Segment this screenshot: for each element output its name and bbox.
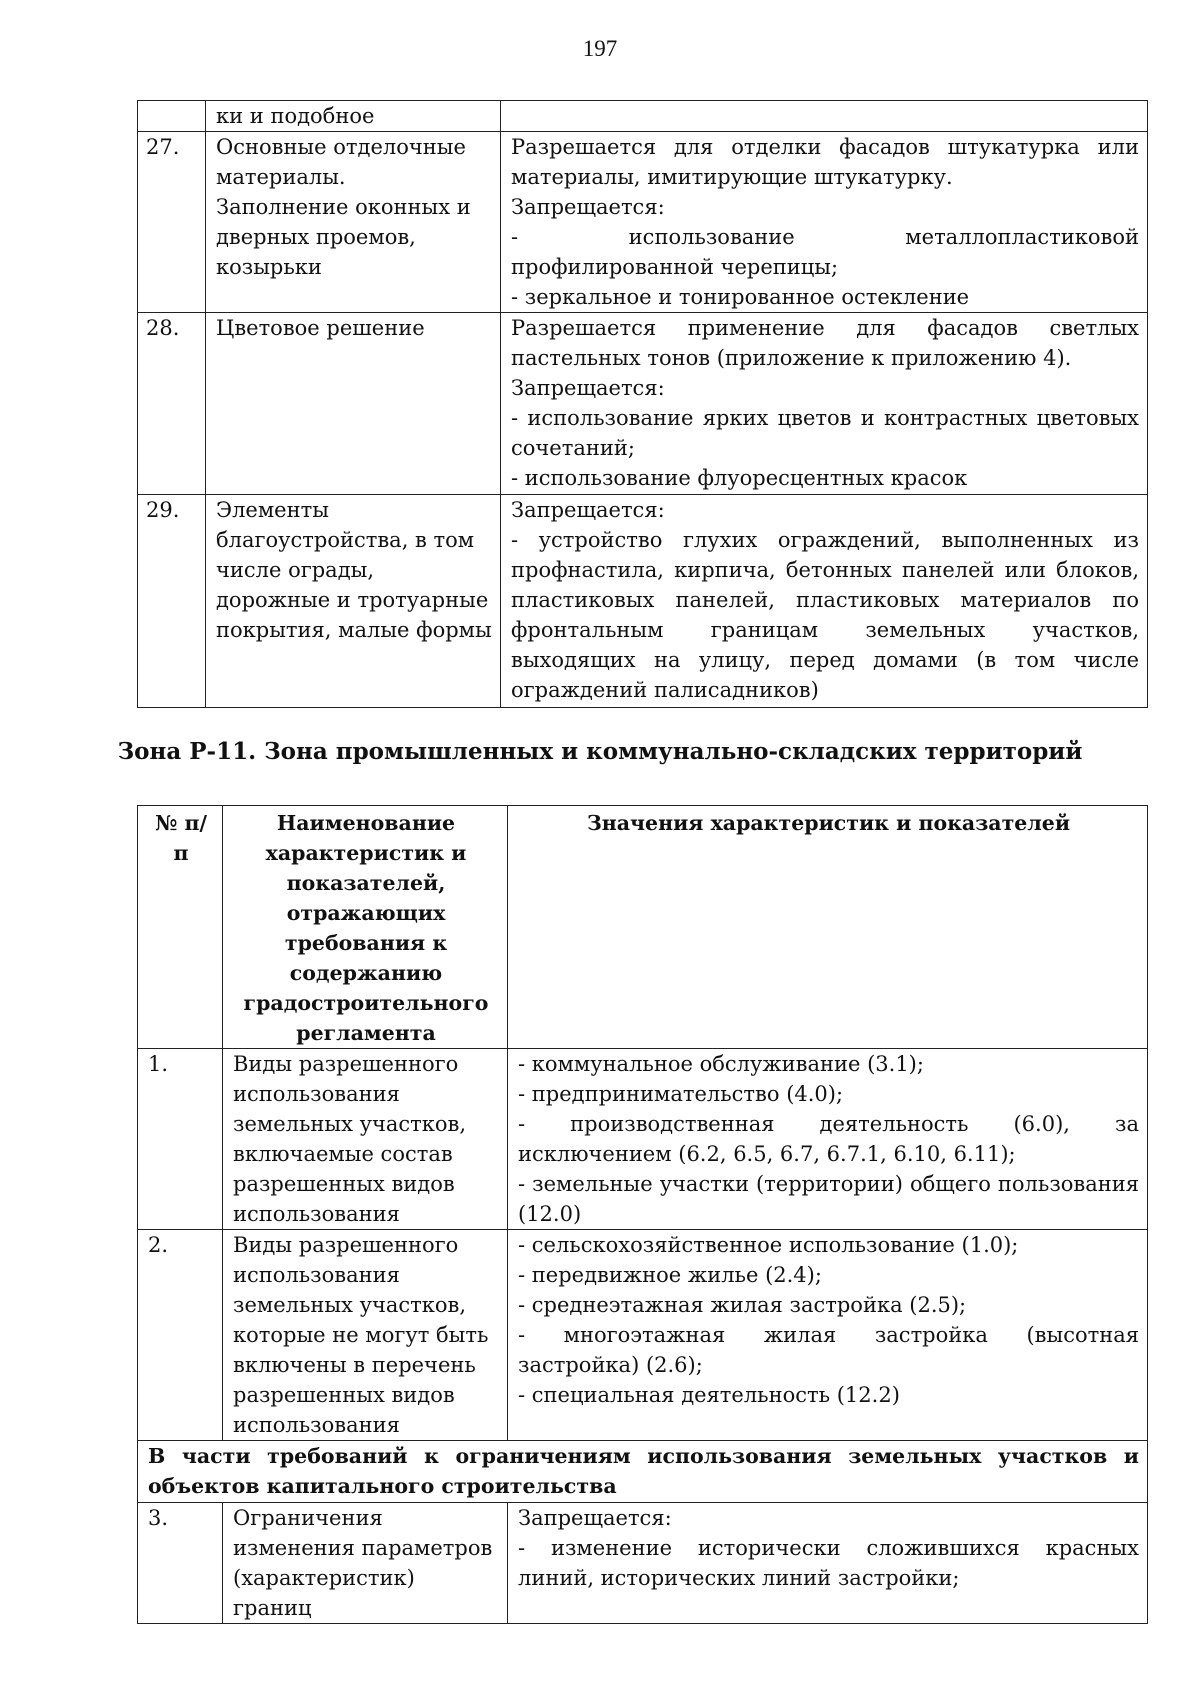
value-line: - земельные участки (территории) общего пользования (12.0): [518, 1172, 1139, 1226]
header-value: Значения характеристик и показателей: [508, 806, 1148, 1049]
value-line: - производственная деятельность (6.0), за исключением (6.2, 6.5, 6.7, 6.7.1, 6.10, 6.11);: [518, 1112, 1139, 1166]
value-line: - использование металлопластиковой профилированной черепицы;: [511, 225, 1139, 279]
value-line: - специальная деятельность (12.2): [518, 1383, 900, 1407]
requirements-table-continued: [137, 100, 1148, 708]
name-line: Заполнение оконных и дверных проемов, козырьки: [216, 195, 471, 279]
name-line: Элементы благоустройства, в том числе ограды, дорожные и тротуарные покрытия, малые формы: [216, 498, 492, 642]
value-line: - предпринимательство (4.0);: [518, 1082, 844, 1106]
characteristic-name: [206, 101, 501, 132]
zone-title: Зона Р-11. Зона промышленных и коммунально-складских территорий: [117, 738, 1083, 765]
page-number: 197: [582, 36, 618, 61]
value-line: Запрещается:: [511, 498, 665, 522]
row-number: 27.: [138, 132, 206, 313]
row-number: 3.: [138, 1503, 223, 1624]
value-line: - сельскохозяйственное использование (1.0);: [518, 1233, 1019, 1257]
section-heading: В части требований к ограничениям использования земельных участков и объектов капитального строительства: [138, 1441, 1148, 1503]
table-row: [138, 132, 1148, 313]
row-number: 1.: [138, 1049, 223, 1230]
characteristic-value: [501, 313, 1148, 495]
table-header-row: [138, 806, 1148, 1049]
table-row: [138, 1049, 1148, 1230]
value-line: Запрещается:: [511, 376, 665, 400]
characteristic-value: [508, 1503, 1148, 1624]
zone-r11-table: [137, 805, 1148, 1624]
row-number: 29.: [138, 495, 206, 708]
value-line: - изменение исторически сложившихся красных линий, исторических линий застройки;: [518, 1536, 1139, 1590]
row-number: 28.: [138, 313, 206, 495]
value-line: Запрещается:: [511, 195, 665, 219]
table-row: [138, 495, 1148, 708]
characteristic-name: [206, 495, 501, 708]
value-line: - среднеэтажная жилая застройка (2.5);: [518, 1293, 967, 1317]
name-line: Цветовое решение: [216, 316, 425, 340]
name-line: Основные отделочные материалы.: [216, 135, 466, 189]
value-line: Разрешается для отделки фасадов штукатурка или материалы, имитирующие штукатурку.: [511, 135, 1139, 189]
characteristic-name: [206, 132, 501, 313]
row-number: 2.: [138, 1230, 223, 1441]
value-line: - использование ярких цветов и контрастных цветовых сочетаний;: [511, 406, 1139, 460]
value-line: - передвижное жилье (2.4);: [518, 1263, 822, 1287]
table-row: [138, 101, 1148, 132]
table-row: [138, 1503, 1148, 1624]
value-line: Запрещается:: [518, 1506, 672, 1530]
row-number: [138, 101, 206, 132]
table-row: [138, 313, 1148, 495]
value-line: - многоэтажная жилая застройка (высотная застройка) (2.6);: [518, 1323, 1139, 1377]
characteristic-name: Виды разрешенного использования земельных участков, которые не могут быть включены в перечень разрешенных видов использования: [223, 1230, 508, 1441]
characteristic-value: [501, 132, 1148, 313]
characteristic-value: [508, 1049, 1148, 1230]
value-line: - зеркальное и тонированное остекление: [511, 285, 970, 309]
characteristic-value: [508, 1230, 1148, 1441]
characteristic-value: [501, 495, 1148, 708]
header-number: № п/п: [138, 806, 223, 1049]
table-row: [138, 1230, 1148, 1441]
header-name: Наименование характеристик и показателей, отражающих требования к содержанию градостроительного регламента: [223, 806, 508, 1049]
characteristic-value: [501, 101, 1148, 132]
characteristic-name: [206, 313, 501, 495]
value-line: - использование флуоресцентных красок: [511, 466, 968, 490]
section-heading-row: [138, 1441, 1148, 1503]
value-line: - устройство глухих ограждений, выполненных из профнастила, кирпича, бетонных панелей или блоков, пластиковых панелей, пластиковых материалов по фронтальным границам земельных участков, выходящих на улицу, перед домами (в том числе ограждений палисадников): [511, 528, 1139, 702]
name-line: ки и подобное: [216, 104, 375, 128]
characteristic-name: Виды разрешенного использования земельных участков, включаемые состав разрешенных видов использования: [223, 1049, 508, 1230]
characteristic-name: Ограничения изменения параметров (характеристик) границ: [223, 1503, 508, 1624]
value-line: - коммунальное обслуживание (3.1);: [518, 1052, 924, 1076]
value-line: Разрешается применение для фасадов светлых пастельных тонов (приложение к приложению 4).: [511, 316, 1139, 370]
